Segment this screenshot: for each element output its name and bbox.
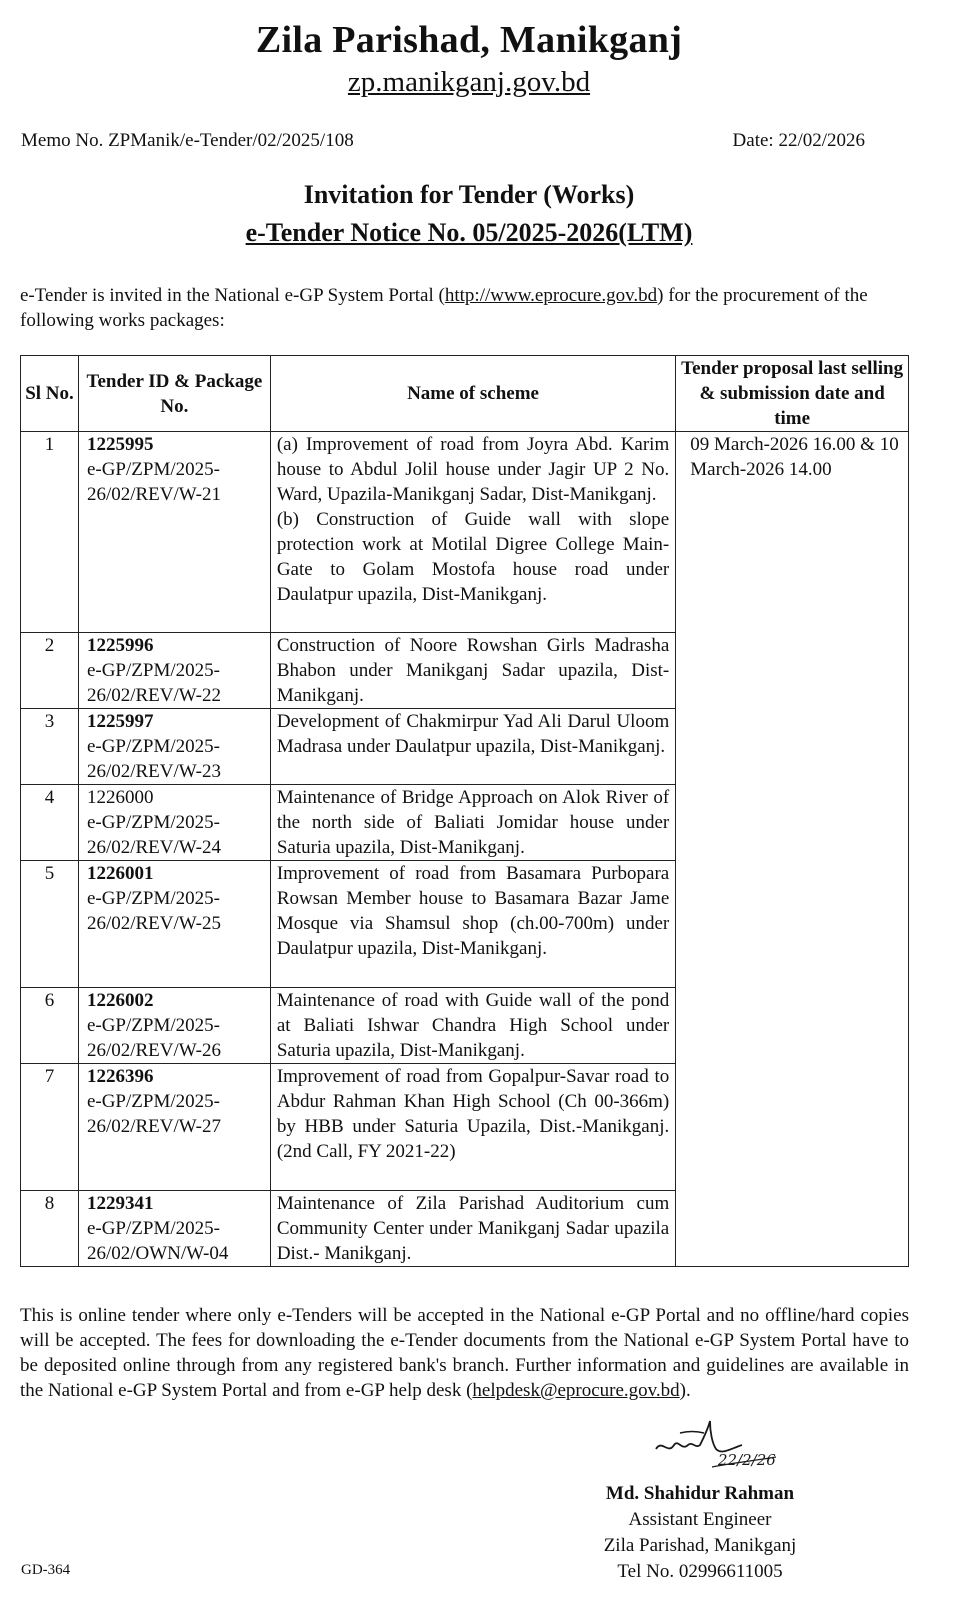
row-sl: 4 — [21, 785, 79, 861]
tender-id: 1229341 — [86, 1193, 154, 1214]
tender-id: 1226002 — [86, 990, 154, 1011]
package-no: e-GP/ZPM/2025-26/02/OWN/W-04 — [86, 1218, 229, 1264]
signatory-designation: Assistant Engineer — [628, 1509, 772, 1530]
row-sl: 5 — [21, 861, 79, 988]
row-sl: 3 — [21, 709, 79, 785]
row-scheme: Development of Chakmirpur Yad Ali Darul Uloom Madrasa under Daulatpur upazila, Dist-Manikganj. — [270, 709, 675, 785]
intro-text-start: e-Tender is invited in the National e-GP System Portal ( — [20, 285, 445, 306]
header-deadline: Tender proposal last selling & submission date and time — [676, 356, 909, 432]
handwritten-signature — [652, 1415, 782, 1470]
row-tender-cell — [78, 709, 270, 785]
row-sl: 2 — [21, 633, 79, 709]
header-scheme: Name of scheme — [270, 356, 675, 432]
table-row — [21, 432, 909, 633]
signatory-block — [550, 1481, 850, 1585]
package-no: e-GP/ZPM/2025-26/02/REV/W-26 — [86, 1015, 222, 1061]
signatory-tel: Tel No. 02996611005 — [617, 1561, 783, 1582]
tender-id: 1226001 — [86, 863, 154, 884]
package-no: e-GP/ZPM/2025-26/02/REV/W-22 — [86, 660, 222, 706]
row-tender-cell — [78, 432, 270, 633]
memo-date: Date: 22/02/2026 — [732, 130, 865, 151]
row-sl: 7 — [21, 1064, 79, 1191]
header-sl: Sl No. — [21, 356, 79, 432]
signature-date: 22/2/26 — [718, 1451, 776, 1469]
row-scheme: Construction of Noore Rowshan Girls Madrasha Bhabon under Manikganj Sadar upazila, Dist-Manikganj. — [270, 633, 675, 709]
row-scheme: Maintenance of Zila Parishad Auditorium cum Community Center under Manikganj Sadar upazila Dist.- Manikganj. — [270, 1191, 675, 1267]
row-sl: 1 — [21, 432, 79, 633]
tender-id: 1226000 — [86, 787, 154, 808]
instructions-text-end: ). — [679, 1380, 691, 1401]
row-scheme: Maintenance of Bridge Approach on Alok River of the north side of Baliati Jomidar house under Saturia upazila, Dist-Manikganj. — [270, 785, 675, 861]
helpdesk-email-link[interactable]: helpdesk@eprocure.gov.bd — [472, 1380, 680, 1401]
package-no: e-GP/ZPM/2025-26/02/REV/W-25 — [86, 888, 222, 934]
tender-id: 1225997 — [86, 711, 154, 732]
package-no: e-GP/ZPM/2025-26/02/REV/W-27 — [86, 1091, 222, 1137]
office-title: Zila Parishad, Manikganj — [255, 19, 683, 61]
tender-id: 1225995 — [86, 434, 154, 455]
row-tender-cell — [78, 633, 270, 709]
table-header-row — [21, 356, 909, 432]
deadline-cell: 09 March-2026 16.00 & 10 March-2026 14.00 — [676, 432, 909, 1267]
row-tender-cell — [78, 1191, 270, 1267]
notice-number: e-Tender Notice No. 05/2025-2026(LTM) — [245, 218, 693, 247]
intro-paragraph — [20, 283, 920, 333]
instructions-text: This is online tender where only e-Tenders will be accepted in the National e-GP Portal and no offline/hard copies will be accepted. The fees for downloading the e-Tender documents from the National e-GP System Portal have to be deposited online through from any registered bank's branch. Further information and guidelines are available in the National e-GP System Portal and from e-GP help desk ( — [20, 1305, 909, 1401]
office-website: zp.manikganj.gov.bd — [347, 66, 591, 98]
row-scheme: Improvement of road from Basamara Purbopara Rowsan Member house to Basamara Bazar Jame Mosque via Shamsul shop (ch.00-700m) under Daulatpur upazila, Dist-Manikganj. — [270, 861, 675, 988]
scheme-b: (b) Construction of Guide wall with slope protection work at Motilal Digree College Main-Gate to Golam Mostofa house road under Daulatpur upazila, Dist-Manikganj. — [276, 509, 670, 605]
package-no: e-GP/ZPM/2025-26/02/REV/W-21 — [86, 459, 222, 505]
package-no: e-GP/ZPM/2025-26/02/REV/W-24 — [86, 812, 222, 858]
tender-id: 1226396 — [86, 1066, 154, 1087]
row-tender-cell — [78, 1064, 270, 1191]
row-scheme: Maintenance of road with Guide wall of the pond at Baliati Ishwar Chandra High School under Saturia upazila, Dist-Manikganj. — [270, 988, 675, 1064]
row-scheme — [270, 432, 675, 633]
scheme-a: (a) Improvement of road from Joyra Abd. Karim house to Abdul Jolil house under Jagir UP 2 No. Ward, Upazila-Manikganj Sadar, Dist-Manikganj. — [276, 434, 670, 505]
row-sl: 6 — [21, 988, 79, 1064]
document-code: GD-364 — [21, 1562, 71, 1578]
notice-heading: Invitation for Tender (Works) — [303, 180, 635, 209]
eprocure-link[interactable]: http://www.eprocure.gov.bd — [444, 285, 658, 306]
instructions-paragraph — [20, 1303, 909, 1403]
memo-number: Memo No. ZPManik/e-Tender/02/2025/108 — [21, 130, 354, 151]
row-tender-cell — [78, 785, 270, 861]
table-body — [21, 432, 909, 1267]
intro-text-end: ) for the procurement of the following works packages: — [20, 285, 868, 331]
tender-id: 1225996 — [86, 635, 154, 656]
signatory-name: Md. Shahidur Rahman — [605, 1483, 795, 1504]
row-scheme: Improvement of road from Gopalpur-Savar road to Abdur Rahman Khan High School (Ch 00-366m) by HBB under Saturia Upazila, Dist.-Manikganj. (2nd Call, FY 2021-22) — [270, 1064, 675, 1191]
row-tender-cell — [78, 861, 270, 988]
package-no: e-GP/ZPM/2025-26/02/REV/W-23 — [86, 736, 222, 782]
row-sl: 8 — [21, 1191, 79, 1267]
row-tender-cell — [78, 988, 270, 1064]
signatory-office: Zila Parishad, Manikganj — [603, 1535, 797, 1556]
header-tender-id: Tender ID & Package No. — [78, 356, 270, 432]
tender-table — [20, 355, 909, 1267]
